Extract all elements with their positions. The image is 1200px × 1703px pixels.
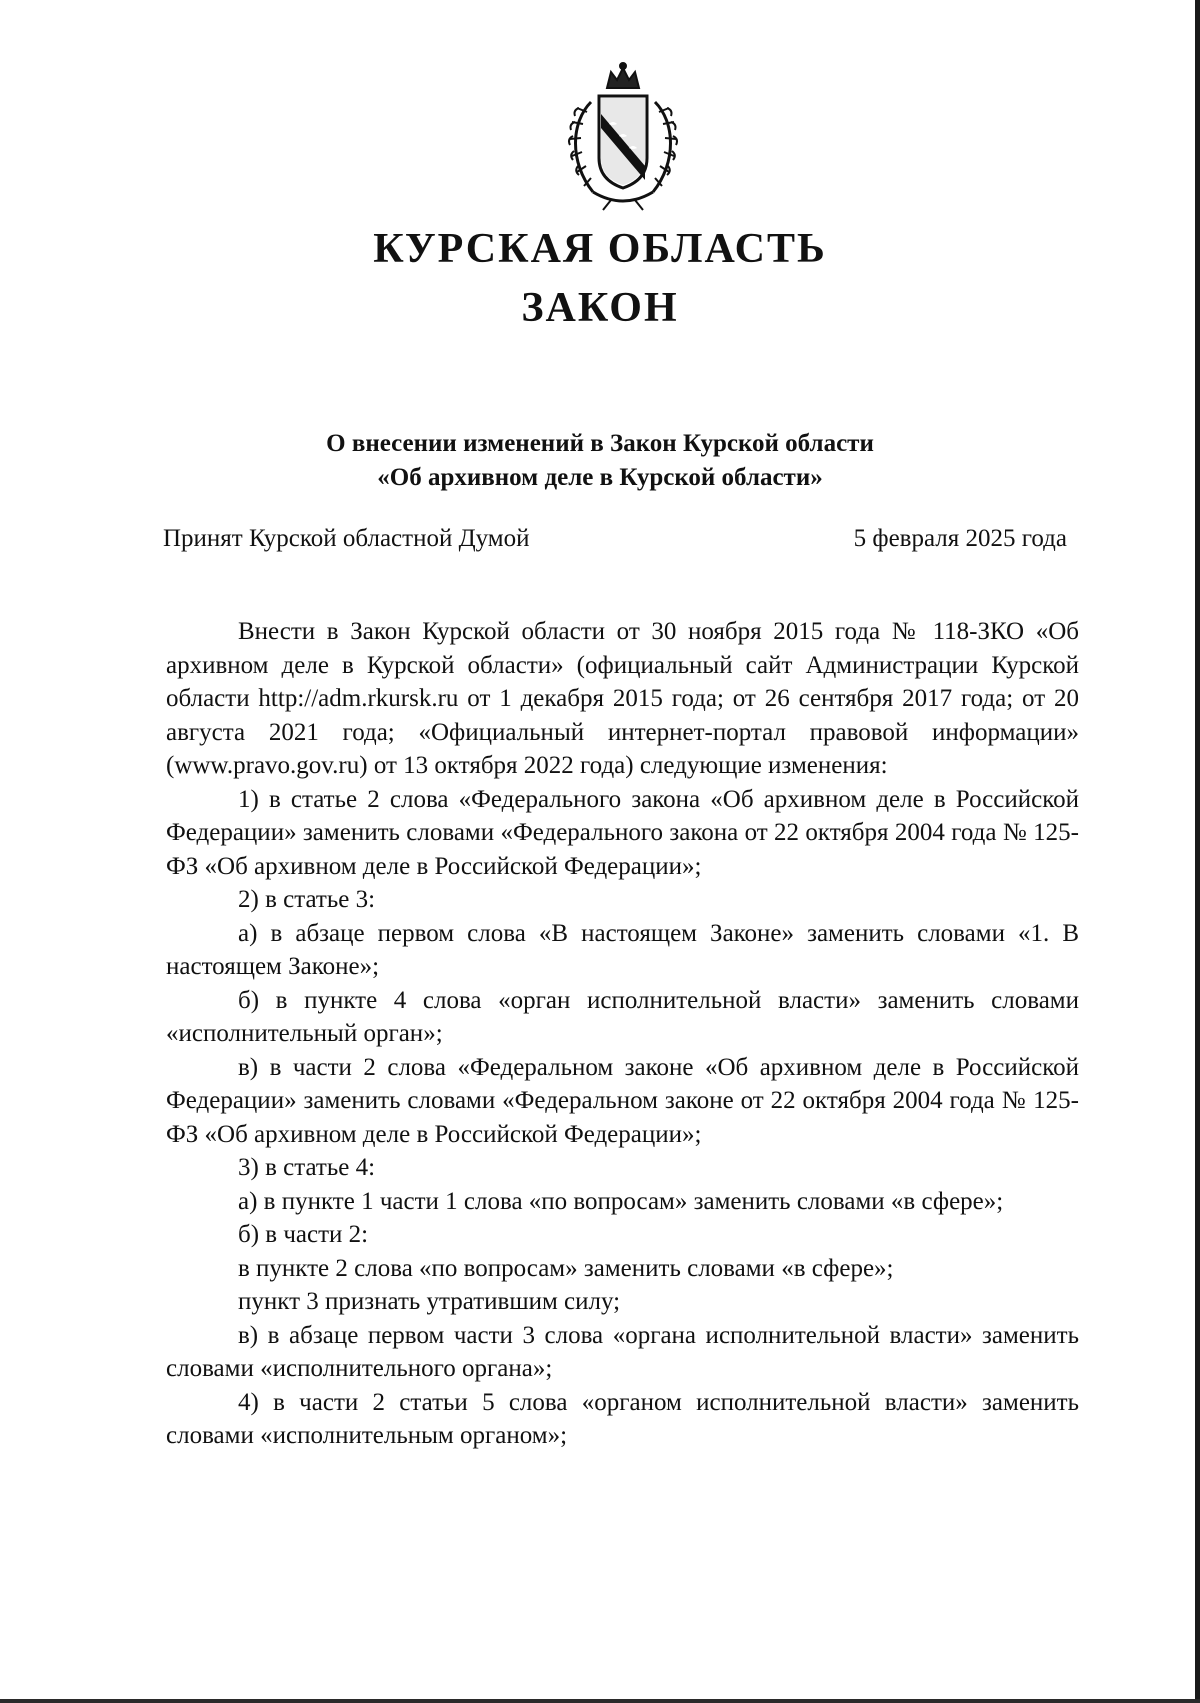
body-paragraph-item-2v: в) в части 2 слова «Федеральном законе «Об архивном деле в Российской Федерации» заменить словами «Федеральном законе от 22 октября 2004 года № 125-ФЗ «Об архивном деле в Российской Федерации»; bbox=[166, 1053, 1079, 1148]
body-paragraph-item-3b-2: пункт 3 признать утратившим силу; bbox=[238, 1288, 621, 1315]
body-paragraph-item-2a: а) в абзаце первом слова «В настоящем Законе» заменить словами «1. В настоящем Законе»; bbox=[166, 919, 1079, 980]
document-type-heading: ЗАКОН bbox=[521, 285, 679, 331]
body-paragraph-item-3b-1: в пункте 2 слова «по вопросам» заменить словами «в сфере»; bbox=[238, 1254, 894, 1282]
adopted-by: Принят Курской областной Думой bbox=[163, 525, 530, 552]
law-title bbox=[0, 427, 1200, 495]
body-paragraph-item-3a: а) в пункте 1 части 1 слова «по вопросам» заменить словами «в сфере»; bbox=[238, 1187, 1004, 1215]
body-paragraph-item-3: 3) в статье 4: bbox=[238, 1154, 376, 1181]
body-paragraph-item-3v: в) в абзаце первом части 3 слова «органа исполнительной власти» заменить словами «исполнительного органа»; bbox=[166, 1321, 1079, 1382]
body-paragraph-item-4: 4) в части 2 статьи 5 слова «органом исполнительной власти» заменить словами «исполнительным органом»; bbox=[166, 1388, 1079, 1449]
law-body bbox=[166, 615, 1079, 1453]
body-paragraph-preamble: Внести в Закон Курской области от 30 ноября 2015 года № 118-ЗКО «Об архивном деле в Курской области» (официальный сайт Администрации Курской области http://adm.rkursk.ru от 1 декабря 2015 года; от 26 сентября 2017 года; от 20 августа 2021 года; «Официальный интернет-портал правовой информации» (www.pravo.gov.ru) от 13 октября 2022 года) следующие изменения: bbox=[166, 618, 1079, 779]
body-paragraph-item-2b: б) в пункте 4 слова «орган исполнительной власти» заменить словами «исполнительный орган»; bbox=[166, 986, 1079, 1047]
coat-of-arms-emblem bbox=[553, 62, 693, 212]
body-paragraph-item-1: 1) в статье 2 слова «Федерального закона «Об архивном деле в Российской Федерации» заменить словами «Федерального закона от 22 октября 2004 года № 125-ФЗ «Об архивном деле в Российской Федерации»; bbox=[166, 785, 1079, 880]
law-title-line-2: «Об архивном деле в Курской области» bbox=[377, 464, 823, 491]
region-heading: КУРСКАЯ ОБЛАСТЬ bbox=[373, 226, 827, 272]
law-title-line-1: О внесении изменений в Закон Курской области bbox=[326, 430, 874, 457]
body-paragraph-item-3b: б) в части 2: bbox=[238, 1221, 369, 1248]
body-paragraph-item-2: 2) в статье 3: bbox=[238, 886, 376, 913]
scan-edge-bottom bbox=[0, 1699, 1200, 1703]
adoption-date: 5 февраля 2025 года bbox=[853, 525, 1067, 552]
